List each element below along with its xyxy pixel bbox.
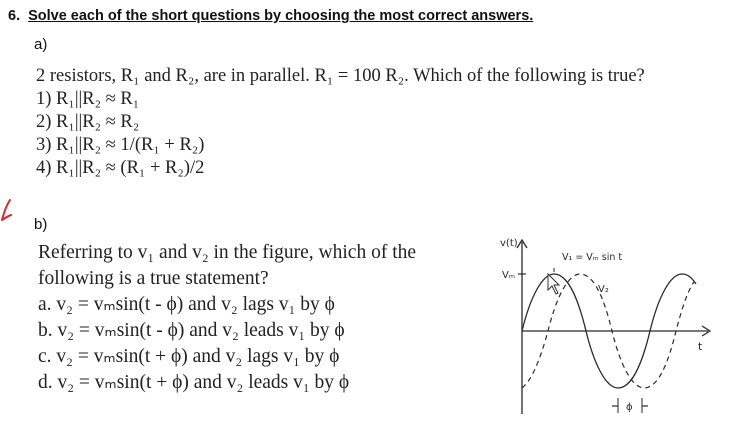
- part-b-question-block: [38, 240, 416, 396]
- part-a-question: 2 resistors, R₁ and R₂, are in parallel. R₁ = 100 R₂. Which of the following is true?: [36, 66, 645, 86]
- vm-label: Vₘ: [502, 270, 516, 281]
- part-b-option-b: b. v₂ = vₘsin(t - ϕ) and v₂ leads v₁ by ϕ: [38, 320, 345, 341]
- y-axis-label: v(t): [500, 238, 518, 249]
- part-b-option-c: c. v₂ = vₘsin(t + ϕ) and v₂ lags v₁ by ϕ: [38, 346, 340, 367]
- phi-label: ϕ: [626, 402, 633, 413]
- red-check-mark: [0, 196, 12, 226]
- mouse-cursor-icon: [548, 274, 559, 294]
- v2-label: V₂: [598, 284, 609, 295]
- part-b-question-line-1: Referring to v₁ and v₂ in the figure, which of the: [38, 242, 417, 263]
- question-instruction: Solve each of the short questions by choosing the most correct answers.: [28, 8, 534, 24]
- part-b-label: b): [34, 216, 48, 233]
- part-a-label: a): [34, 36, 48, 53]
- v1-label: V₁ = Vₘ sin t: [562, 252, 623, 263]
- part-a-option-2: 2) R₁||R₂ ≈ R₂: [36, 112, 140, 132]
- part-a-option-3: 3) R₁||R₂ ≈ 1/(R₁ + R₂): [36, 135, 205, 155]
- part-b-option-a: a. v₂ = vₘsin(t - ϕ) and v₂ lags v₁ by ϕ: [38, 294, 335, 315]
- part-a-option-4: 4) R₁||R₂ ≈ (R₁ + R₂)/2: [36, 158, 205, 178]
- sine-waves-figure: [490, 228, 740, 418]
- part-b-option-d: d. v₂ = vₘsin(t + ϕ) and v₂ leads v₁ by ϕ: [38, 372, 350, 393]
- part-b-question-line-2: following is a true statement?: [38, 268, 269, 289]
- t-label: t: [698, 340, 703, 353]
- part-a-question-block: [36, 65, 645, 180]
- question-number: 6.: [8, 8, 21, 24]
- part-a-option-1: 1) R₁||R₂ ≈ R₁: [36, 89, 140, 109]
- question-heading: [8, 8, 533, 24]
